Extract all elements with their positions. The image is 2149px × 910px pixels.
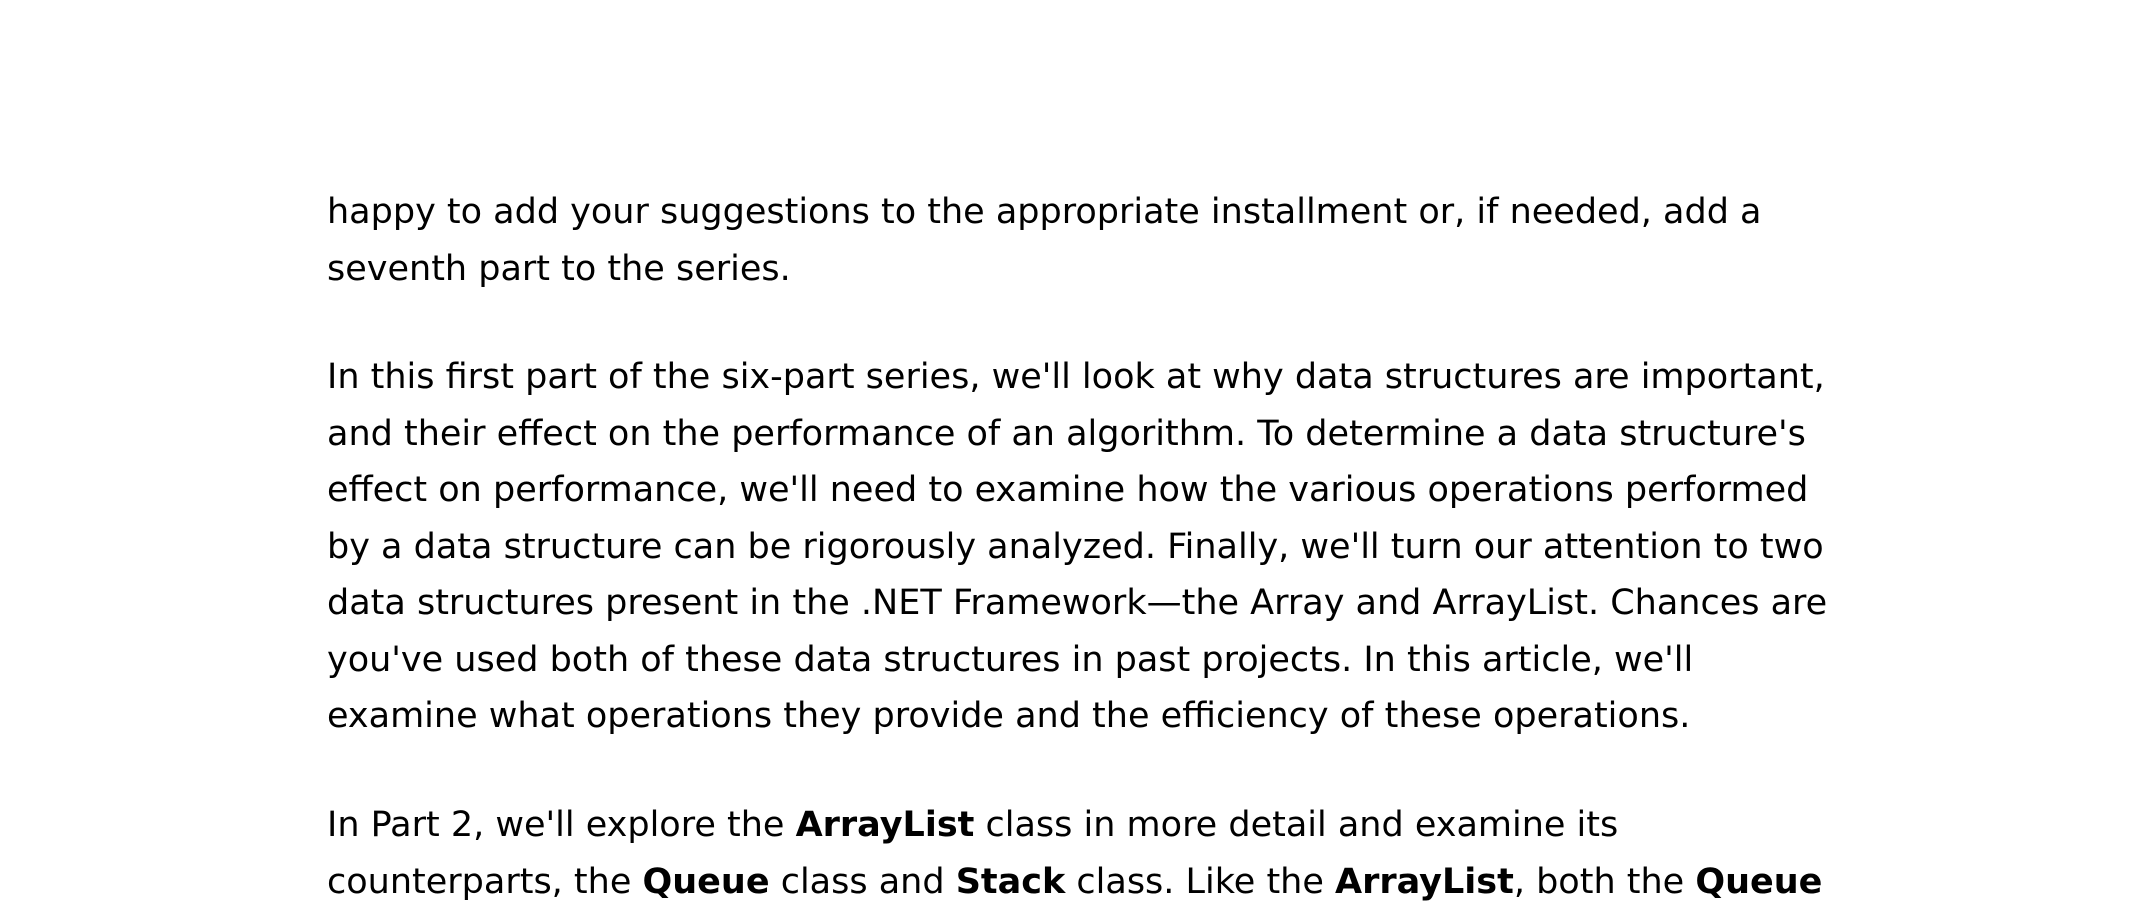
class-name-arraylist: ArrayList [796,805,975,845]
text-line: data structures present in the .NET Framework—the Array and ArrayList. Chances are [327,575,1827,632]
class-name-arraylist: ArrayList [1335,862,1514,902]
class-name-stack: Stack [956,862,1066,902]
paragraph-3 [327,797,1822,910]
text-line: by a data structure can be rigorously analyzed. Finally, we'll turn our attention to two [327,519,1827,576]
text-line [327,854,1822,910]
class-name-queue: Queue [1695,862,1822,902]
text-run: class. Like the [1065,862,1335,902]
text-run: counterparts, the [327,862,643,902]
text-line: seventh part to the series. [327,241,1762,298]
paragraph-1 [327,184,1762,297]
text-run: In Part 2, we'll explore the [327,805,796,845]
text-line: you've used both of these data structures in past projects. In this article, we'll [327,632,1827,689]
text-line: happy to add your suggestions to the appropriate installment or, if needed, add a [327,184,1762,241]
paragraph-2 [327,349,1827,745]
text-run: class and [770,862,956,902]
text-line: and their effect on the performance of an algorithm. To determine a data structure's [327,406,1827,463]
text-run: class in more detail and examine its [974,805,1618,845]
text-line: In this first part of the six-part series, we'll look at why data structures are important, [327,349,1827,406]
text-line: examine what operations they provide and the efficiency of these operations. [327,688,1827,745]
class-name-queue: Queue [643,862,770,902]
text-run: , both the [1514,862,1695,902]
text-line [327,797,1822,854]
text-line: effect on performance, we'll need to examine how the various operations performed [327,462,1827,519]
